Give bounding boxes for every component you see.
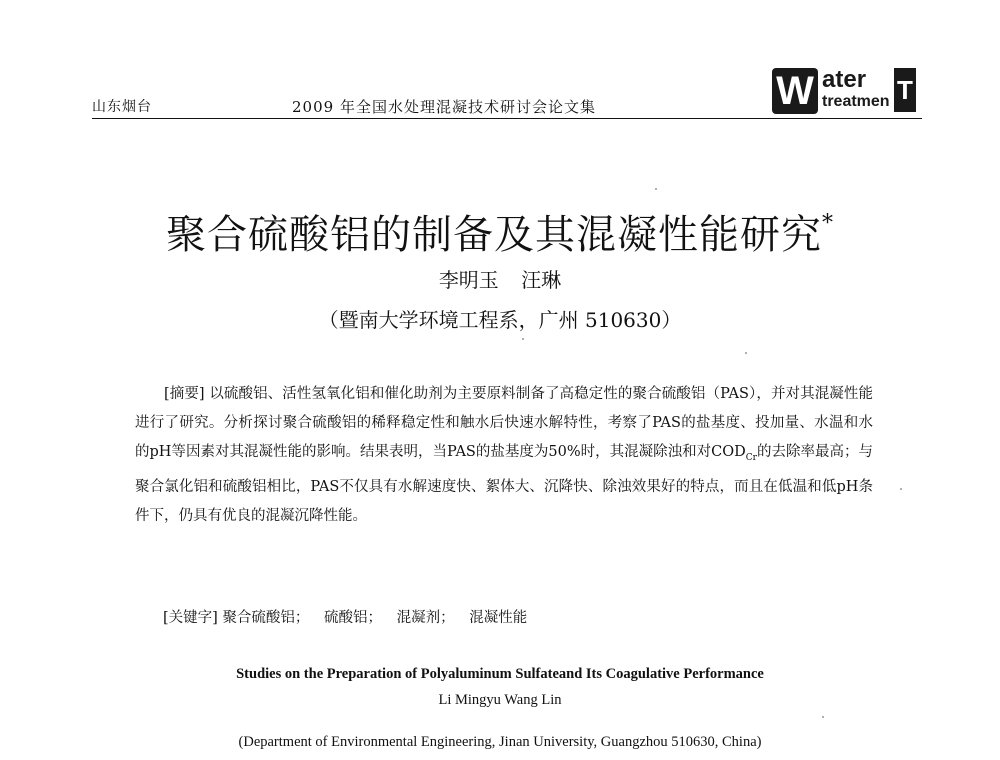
abstract-label: [摘要]: [164, 386, 205, 402]
running-header: [92, 66, 922, 118]
abstract-subscript: Cr: [745, 452, 757, 463]
logo-bottom-text: treatmen: [822, 93, 890, 110]
paper-title: [0, 200, 1000, 259]
scan-speck: [745, 352, 747, 354]
scan-speck: [822, 716, 824, 718]
english-affiliation: (Department of Environmental Engineering, Jinan University, Guangzhou 510630, China): [238, 734, 762, 750]
logo-w-mark: W: [772, 68, 818, 114]
keywords-label: [关键字]: [163, 610, 218, 626]
water-treatment-logo: [772, 68, 922, 116]
scan-speck: [522, 338, 524, 340]
header-rule: [92, 118, 922, 119]
logo-top-text: ater: [822, 66, 867, 93]
abstract-text-1: 以硫酸铝、活性氢氧化铝和催化助剂为主要原料制备了高稳定性的聚合硫酸铝（PAS），并对其混凝性能进行了研究。分析探讨聚合硫酸铝的稀释稳定性和触水后快速水解特性，考察了PAS的盐基度、投加量、水温和水的pH等因素对其混凝性能的影响。结果表明，当PAS的盐基度为50%时，其混凝除浊和对COD: [135, 386, 873, 460]
keywords: [163, 606, 863, 630]
proceedings-title: 2009 年全国水处理混凝技术研讨会论文集: [292, 98, 596, 116]
paper-title-text: 聚合硫酸铝的制备及其混凝性能研究: [166, 212, 822, 258]
scan-speck: [655, 188, 657, 190]
title-footnote-mark: *: [822, 211, 834, 236]
logo-t-mark: T: [894, 68, 916, 112]
abstract-paragraph: [135, 380, 873, 531]
keyword-item: 混凝性能: [469, 610, 528, 626]
authors: 李明玉 汪琳: [438, 268, 562, 292]
affiliation: （暨南大学环境工程系，广州 510630）: [318, 308, 682, 332]
scan-speck: [900, 488, 902, 490]
english-title: Studies on the Preparation of Polyaluminum Sulfateand Its Coagulative Performance: [236, 666, 764, 682]
abstract: [135, 380, 873, 531]
keyword-item: 硫酸铝；: [324, 610, 383, 626]
keyword-item: 混凝剂；: [396, 610, 455, 626]
english-authors: Li Mingyu Wang Lin: [438, 692, 562, 708]
abstract-text-2: 的去除率最高；与聚合氯化铝和硫酸铝相比，PAS不仅具有水解速度快、絮体大、沉降快、除浊效果好的特点，而且在低温和低pH条件下，仍具有优良的混凝沉降性能。: [135, 444, 874, 524]
keyword-item: 聚合硫酸铝；: [222, 610, 310, 626]
conference-location: 山东烟台: [92, 99, 152, 115]
